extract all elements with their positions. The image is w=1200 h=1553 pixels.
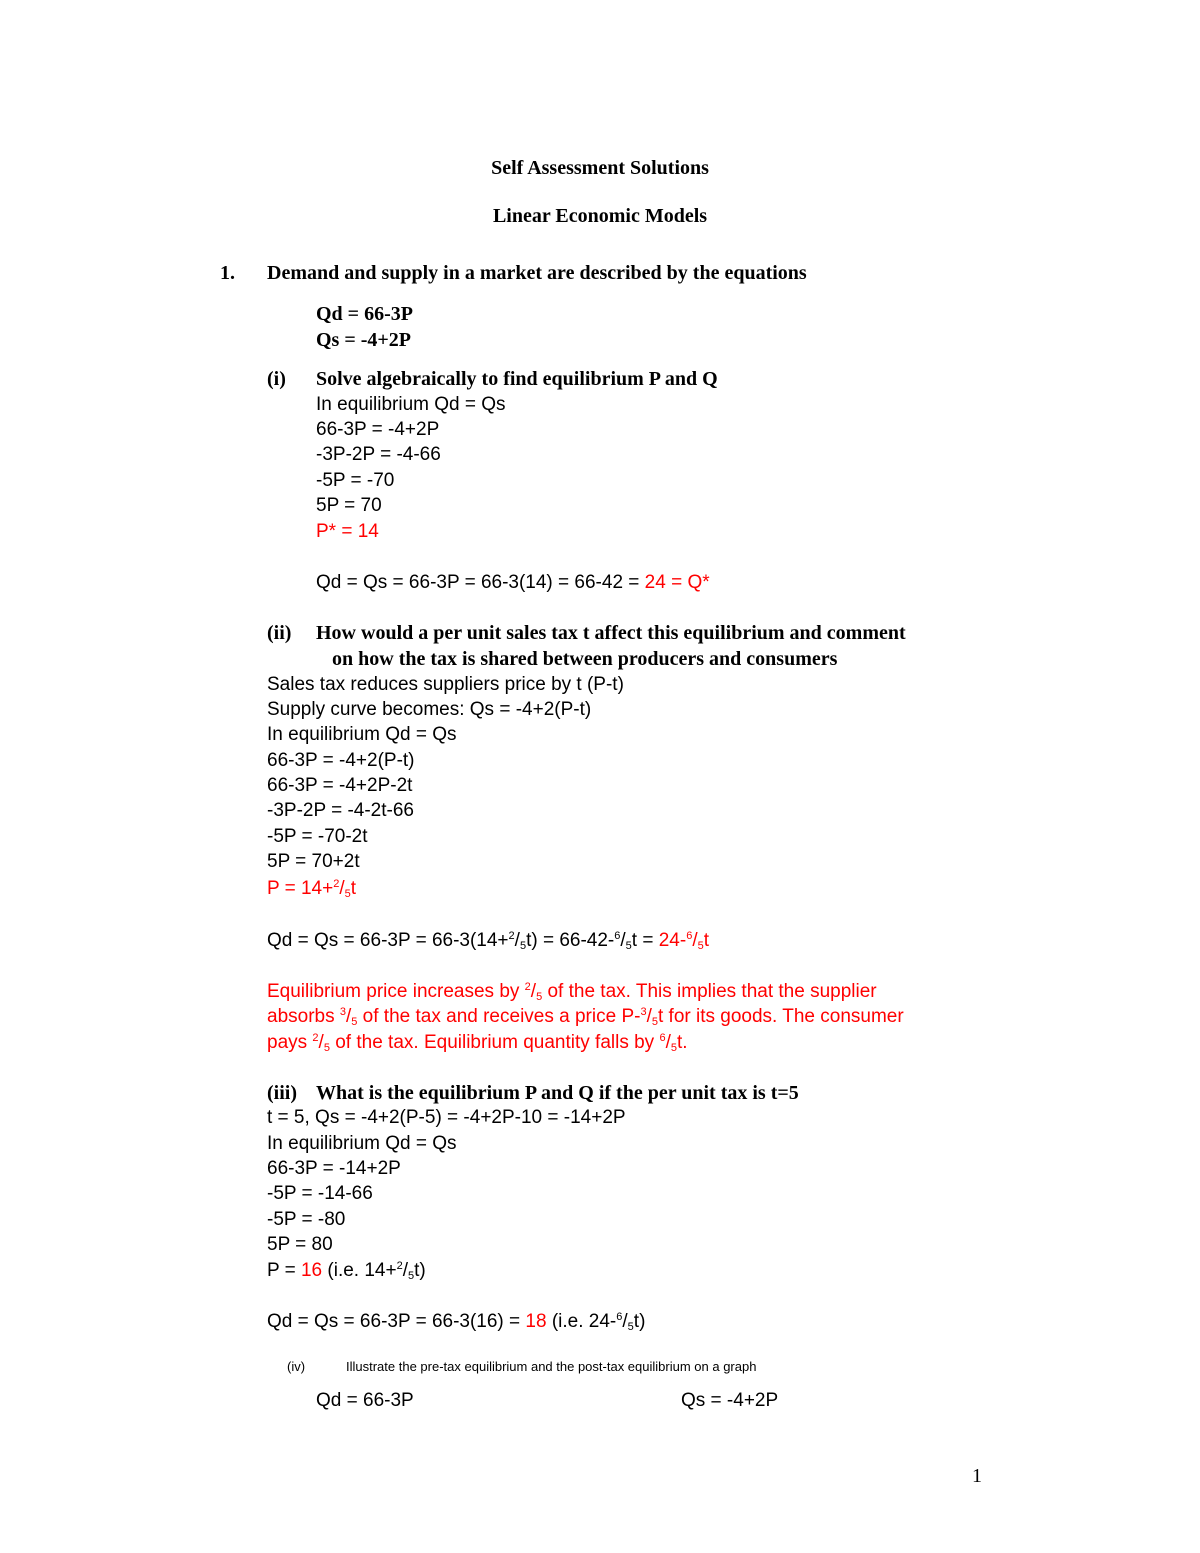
- question-number: 1.: [220, 262, 235, 284]
- part-ii-step: 5P = 70+2t: [267, 851, 360, 872]
- part-iii-step: 66-3P = -14+2P: [267, 1158, 401, 1179]
- part-iv-demand-equation: Qd = 66-3P: [316, 1390, 414, 1411]
- part-iv-label: (iv): [287, 1359, 306, 1374]
- part-ii-label: (ii): [267, 622, 292, 644]
- part-iii-quantity-value: 18: [525, 1311, 547, 1332]
- part-iii-step: -5P = -80: [267, 1209, 346, 1230]
- part-iv-supply-equation: Qs = -4+2P: [681, 1390, 779, 1411]
- part-iii-step: t = 5, Qs = -4+2(P-5) = -4+2P-10 = -14+2P: [267, 1107, 626, 1128]
- part-i-quantity-working: Qd = Qs = 66-3P = 66-3(14) = 66-42 =: [316, 572, 645, 593]
- part-i-quantity-line: [316, 573, 710, 592]
- part-i-price-result: P* = 14: [316, 521, 379, 542]
- part-ii-comment-line2: absorbs $^3/_5$ of the tax and receives a price $P-^3/_5t$ for its goods. The consumer: [267, 1006, 904, 1028]
- part-iii-step: 5P = 80: [267, 1234, 333, 1255]
- part-ii-step: In equilibrium Qd = Qs: [267, 724, 457, 745]
- document-subtitle: Linear Economic Models: [492, 205, 708, 227]
- supply-equation: Qs = -4+2P: [316, 329, 412, 351]
- document-title: Self Assessment Solutions: [491, 157, 709, 179]
- part-i-question: Solve algebraically to find equilibrium P and Q: [316, 368, 718, 390]
- part-ii-step: 66-3P = -4+2(P-t): [267, 750, 415, 771]
- part-iii-step: In equilibrium Qd = Qs: [267, 1133, 457, 1154]
- part-i-step: 5P = 70: [316, 495, 382, 516]
- part-i-step: -3P-2P = -4-66: [316, 444, 441, 465]
- demand-equation: Qd = 66-3P: [316, 303, 413, 325]
- part-ii-quantity-result: $24-^6/_5t$: [658, 930, 709, 952]
- part-iv-question: Illustrate the pre-tax equilibrium and the post-tax equilibrium on a graph: [346, 1359, 757, 1374]
- part-ii-step: 66-3P = -4+2P-2t: [267, 775, 413, 796]
- part-ii-comment-line1: Equilibrium price increases by $^2/_5$ of the tax. This implies that the supplier: [267, 981, 877, 1003]
- part-iii-question: What is the equilibrium P and Q if the per unit tax is t=5: [316, 1082, 799, 1104]
- part-ii-question-line2: on how the tax is shared between producers and consumers: [332, 648, 838, 670]
- part-ii-step: Sales tax reduces suppliers price by t (P-t): [267, 674, 624, 695]
- part-ii-step: Supply curve becomes: Qs = -4+2(P-t): [267, 699, 592, 720]
- part-iii-price-value: 16: [300, 1260, 323, 1281]
- part-i-label: (i): [267, 368, 286, 390]
- part-i-step: 66-3P = -4+2P: [316, 419, 440, 440]
- part-iii-quantity-result: Qd = Qs = 66-3P = 66-3(16) = 18 (i.e. $24-^6/_5t$): [267, 1311, 646, 1333]
- page-number: 1: [972, 1465, 982, 1487]
- part-iii-price-result: P = 16 (i.e. $14+^2/_5t$): [267, 1260, 426, 1282]
- part-ii-price-result: $P = 14+^2/_5t$: [267, 878, 357, 900]
- part-i-step: In equilibrium Qd = Qs: [316, 394, 506, 415]
- part-ii-step: -3P-2P = -4-2t-66: [267, 800, 414, 821]
- part-iii-step: -5P = -14-66: [267, 1183, 373, 1204]
- part-iii-label: (iii): [267, 1082, 297, 1104]
- question-text: Demand and supply in a market are described by the equations: [267, 262, 807, 284]
- part-ii-question-line1: How would a per unit sales tax t affect this equilibrium and comment: [316, 622, 906, 644]
- part-ii-comment-line3: pays $^2/_5$ of the tax. Equilibrium quantity falls by $^6/_5t$.: [267, 1032, 688, 1054]
- part-ii-quantity-line: $Qd = Qs = 66-3P = 66-3(14+^2/_5t) = 66-42-^6/_5t = 24-^6/_5t$: [267, 930, 709, 952]
- part-i-step: -5P = -70: [316, 470, 395, 491]
- part-ii-step: -5P = -70-2t: [267, 826, 368, 847]
- part-i-quantity-result: 24 = Q*: [644, 572, 710, 593]
